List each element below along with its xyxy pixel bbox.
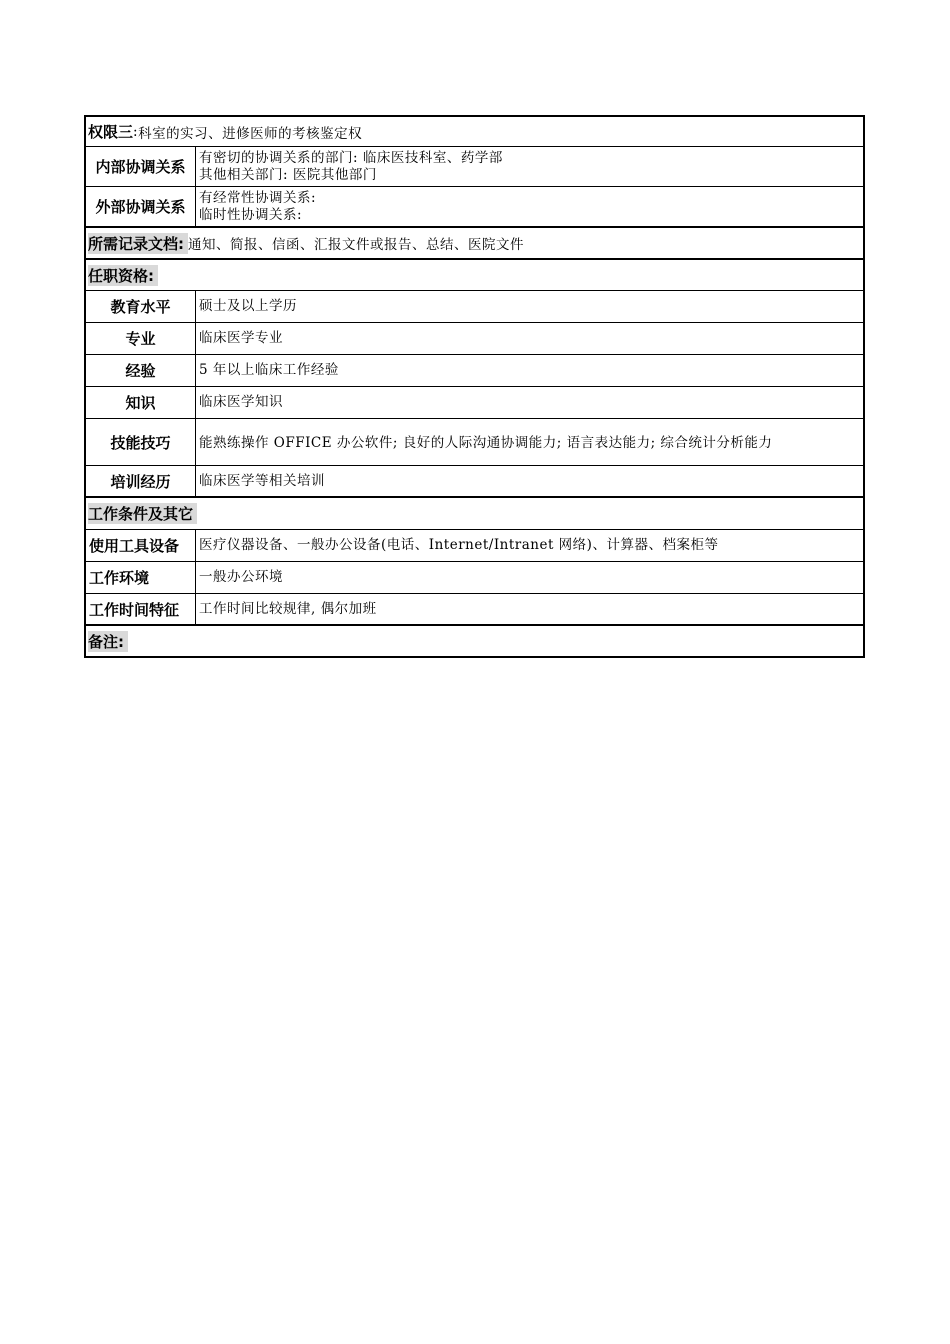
- condition-value: 医疗仪器设备、一般办公设备(电话、Internet/Intranet 网络)、计算器、档案柜等: [199, 537, 719, 553]
- authority-cell: [88, 117, 861, 146]
- qualification-row-knowledge: [84, 387, 865, 419]
- qualification-label: 知识: [86, 387, 196, 418]
- condition-row-environment: [84, 562, 865, 594]
- conditions-header-cell: [88, 498, 861, 529]
- external-relations-line-2: 临时性协调关系:: [199, 206, 303, 223]
- qualification-row-experience: [84, 355, 865, 387]
- qualification-value: 5 年以上临床工作经验: [199, 362, 339, 378]
- records-label: 所需记录文档:: [88, 233, 188, 254]
- internal-relations-value: [199, 147, 859, 186]
- condition-label: 工作环境: [86, 562, 196, 593]
- records-text: 通知、简报、信函、汇报文件或报告、总结、医院文件: [188, 237, 524, 253]
- external-relations-line-1: 有经常性协调关系:: [199, 189, 317, 206]
- internal-relations-line-2: 其他相关部门: 医院其他部门: [199, 166, 377, 183]
- job-description-table: [84, 115, 865, 658]
- remarks-label: 备注:: [88, 631, 128, 652]
- qualification-label: 专业: [86, 323, 196, 354]
- condition-label: 工作时间特征: [86, 594, 196, 624]
- qualification-row-education: [84, 291, 865, 323]
- qualification-value: 临床医学等相关培训: [199, 472, 325, 489]
- records-cell: [88, 228, 861, 258]
- qualification-label: 技能技巧: [86, 419, 196, 465]
- qualification-value: 临床医学专业: [199, 330, 283, 346]
- condition-row-tools: [84, 530, 865, 562]
- qualifications-header: 任职资格:: [88, 265, 158, 286]
- internal-relations-row: [84, 147, 865, 187]
- qualification-value: 能熟练操作 OFFICE 办公软件; 良好的人际沟通协调能力; 语言表达能力; 综合统计分析能力: [199, 435, 773, 451]
- qualification-value: 硕士及以上学历: [199, 298, 297, 314]
- authority-label: 权限三: [88, 123, 134, 141]
- qualification-label: 培训经历: [86, 466, 196, 496]
- qualification-label: 经验: [86, 355, 196, 386]
- qualification-label: 教育水平: [86, 291, 196, 322]
- conditions-header-row: [84, 498, 865, 530]
- conditions-header: 工作条件及其它: [88, 503, 197, 524]
- qualification-value: 临床医学知识: [199, 394, 283, 410]
- remarks-cell: [88, 626, 861, 656]
- authority-text: 科室的实习、进修医师的考核鉴定权: [138, 125, 363, 142]
- internal-relations-label: 内部协调关系: [86, 147, 196, 186]
- qualification-row-training: [84, 466, 865, 498]
- authority-separator: :: [133, 123, 139, 140]
- qualifications-header-row: [84, 260, 865, 291]
- authority-row: [84, 115, 865, 147]
- qualifications-header-cell: [88, 260, 861, 290]
- external-relations-row: [84, 187, 865, 228]
- internal-relations-line-1: 有密切的协调关系的部门: 临床医技科室、药学部: [199, 149, 503, 166]
- external-relations-label: 外部协调关系: [86, 187, 196, 226]
- qualification-row-skills: [84, 419, 865, 466]
- condition-row-schedule: [84, 594, 865, 626]
- condition-value: 一般办公环境: [199, 569, 283, 585]
- qualification-row-major: [84, 323, 865, 355]
- condition-label: 使用工具设备: [86, 530, 196, 561]
- condition-value: 工作时间比较规律, 偶尔加班: [199, 600, 377, 617]
- remarks-row: [84, 626, 865, 658]
- records-row: [84, 228, 865, 260]
- external-relations-value: [199, 187, 859, 226]
